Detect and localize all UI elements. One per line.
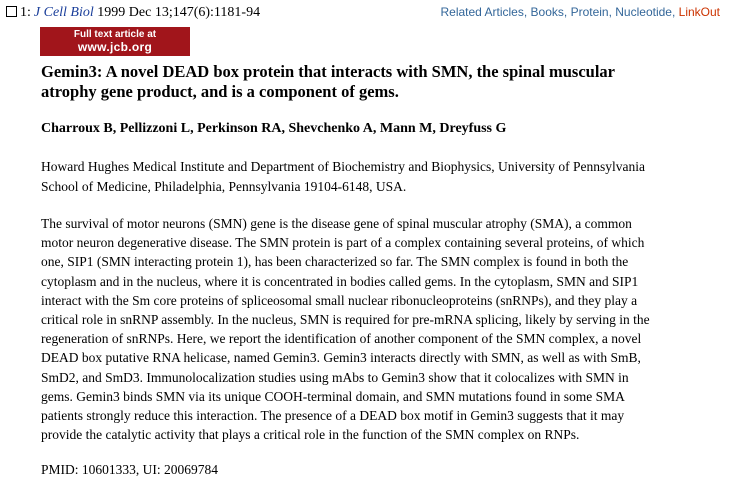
author-list: Charroux B, Pellizzoni L, Perkinson RA, Shevchenko A, Mann M, Dreyfuss G [41,121,507,136]
citation-bar [6,5,726,23]
pmid-line: PMID: 10601333, UI: 20069784 [41,462,219,477]
abstract-line: patients strongly reduce this interaction. The presence of a DEAD box motif in Gemin3 suggests that it may [41,408,625,424]
abstract-line: one, SIP1 (SMN interacting protein 1), has been characterized so far. The SMN complex is found in both the [41,254,629,270]
article-title [41,62,711,102]
journal-name[interactable]: J Cell Biol [33,5,94,20]
citation [6,5,260,21]
affiliation-line: School of Medicine, Philadelphia, Pennsylvania 19104-6148, USA. [41,179,407,194]
nucleotide-link[interactable]: Nucleotide [615,5,672,19]
banner-line-2: www.jcb.org [77,40,153,54]
title-line: Gemin3: A novel DEAD box protein that interacts with SMN, the spinal muscular [41,62,616,81]
abstract-line: motor neuron degenerative disease. The SMN protein is part of a complex containing several proteins, of which [41,235,645,251]
abstract-line: cytoplasm and in the nucleus, where it is concentrated in bodies called gems. In the cytoplasm, SMN and SIP1 [41,273,639,289]
protein-link[interactable]: Protein [570,5,609,19]
title-line: atrophy gene product, and is a component of gems. [41,82,399,101]
select-checkbox[interactable] [6,6,17,17]
affiliation [41,157,713,197]
result-number: 1: [20,5,31,20]
books-link[interactable]: Books [530,5,564,19]
abstract-line: critical role in snRNP assembly. In the nucleus, SMN is required for pre-mRNA splicing, likely by serving in the [41,312,650,328]
link-separator: , [671,5,679,19]
abstract-line: interact with the Sm core proteins of spliceosomal small nuclear ribonucleoproteins (snRNPs), and they play a [41,292,638,308]
abstract [41,214,721,444]
link-separator: , [563,5,571,19]
banner-line-1: Full text article at [73,29,157,40]
related-links [440,5,720,19]
linkout-link[interactable]: LinkOut [678,5,720,19]
full-text-banner[interactable] [40,27,190,56]
citation-details: 1999 Dec 13;147(6):1181-94 [97,5,261,20]
abstract-line: regeneration of snRNPs. Here, we report the identification of another component of the SMN complex, a novel [41,331,642,347]
abstract-line: DEAD box putative RNA helicase, named Gemin3. Gemin3 interacts directly with SMN, as well as with SmB, [41,350,641,366]
abstract-line: The survival of motor neurons (SMN) gene is the disease gene of spinal muscular atrophy (SMA), a common [41,216,632,231]
related-articles-link[interactable]: Related Articles [440,5,524,19]
link-separator: , [608,5,616,19]
abstract-line: gems. Gemin3 binds SMN via its unique COOH-terminal domain, and SMN mutations found in some SMA [41,388,625,404]
link-separator: , [523,5,531,19]
abstract-line: provide the catalytic activity that plays a critical role in the function of the SMN complex on RNPs. [41,427,580,443]
affiliation-line: Howard Hughes Medical Institute and Department of Biochemistry and Biophysics, University of Pennsylvania [41,159,646,174]
abstract-line: SmD2, and SmD3. Immunolocalization studies using mAbs to Gemin3 show that it colocalizes with SMN in [41,369,629,385]
